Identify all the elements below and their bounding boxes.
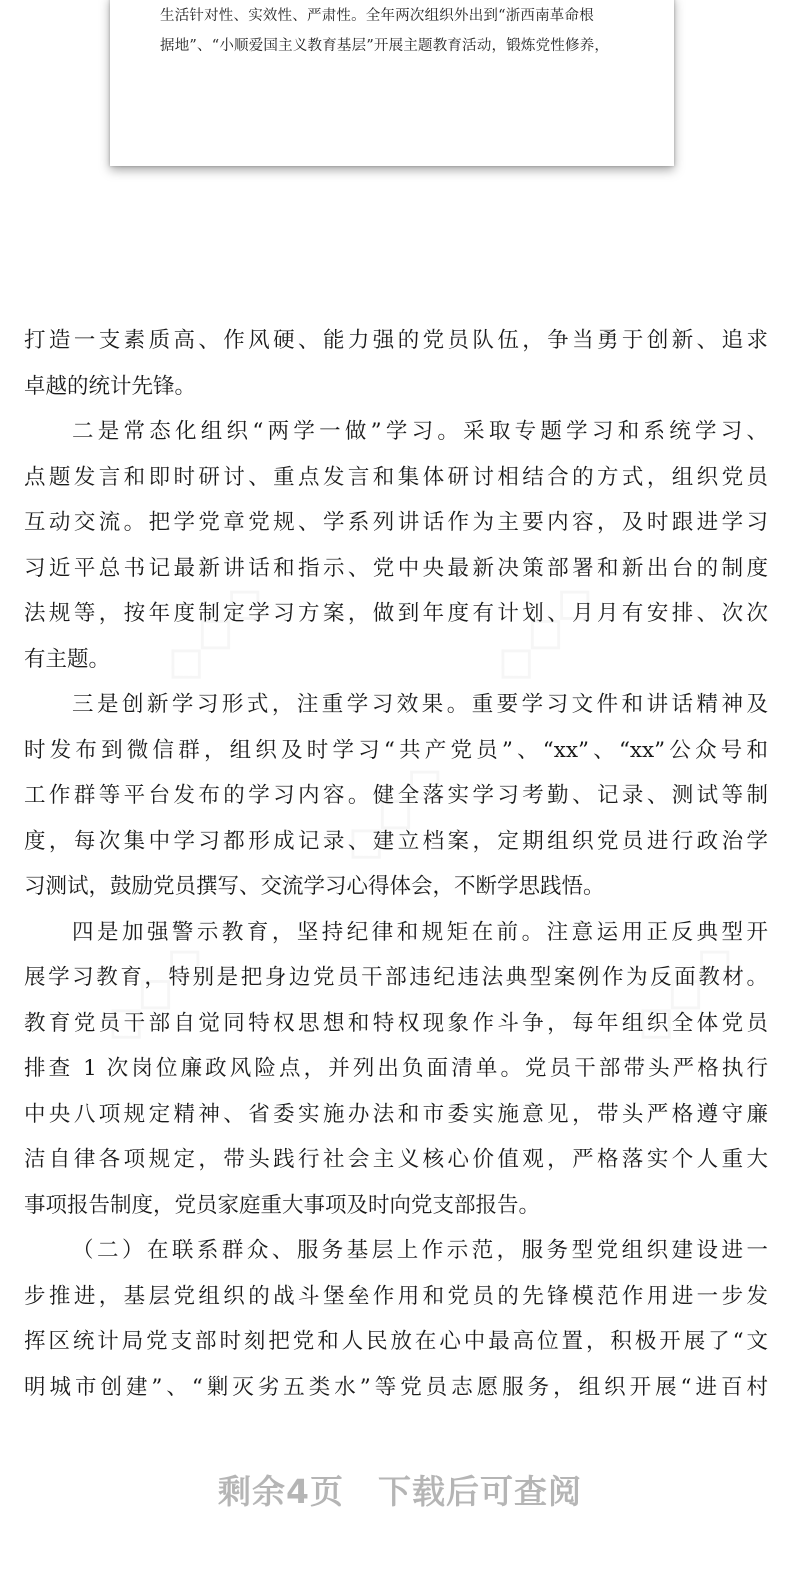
body-line: （二）在联系群众、服务基层上作示范，服务型党组织建设进一 bbox=[72, 1238, 768, 1263]
body-line: 四是加强警示教育，坚持纪律和规矩在前。注意运用正反典型开 bbox=[72, 919, 768, 945]
body-line: 工作群等平台发布的学习内容。健全落实学习考勤、记录、测试等制 bbox=[24, 783, 768, 808]
body-line: 教育党员干部自觉同特权思想和特权现象作斗争，每年组织全体党员 bbox=[24, 1010, 768, 1036]
watermark: ◇◇◇ bbox=[615, 925, 749, 1058]
body-line: 挥区统计局党支部时刻把党和人民放在心中最高位置，积极开展了“文 bbox=[24, 1329, 768, 1354]
body-line: 度，每次集中学习都形成记录、建立档案，定期组织党员进行政治学 bbox=[24, 828, 768, 854]
body-line: 三是创新学习形式，注重学习效果。重要学习文件和讲话精神及 bbox=[72, 692, 768, 717]
body-line: 中央八项规定精神、省委实施办法和市委实施意见，带头严格遵守廉 bbox=[24, 1101, 768, 1127]
body-line: 步推进，基层党组织的战斗堡垒作用和党员的先锋模范作用进一步发 bbox=[24, 1283, 768, 1309]
body-line: 习近平总书记最新讲话和指示、党中央最新决策部署和新出台的制度 bbox=[24, 555, 768, 581]
body-line: 习测试，鼓励党员撰写、交流学习心得体会，不断学思践悟。 bbox=[24, 874, 605, 899]
preview-line: 据地”、“小顺爱国主义教育基层”开展主题教育活动，锻炼党性修养， bbox=[160, 38, 610, 54]
previous-page-preview bbox=[110, 0, 674, 166]
watermark: ◇◇◇ bbox=[325, 745, 459, 878]
body-line: 排查 1 次岗位廉政风险点，并列出负面清单。党员干部带头严格执行 bbox=[24, 1056, 768, 1081]
watermark: ◇◇◇ bbox=[475, 565, 609, 698]
watermark: ◇◇◇ bbox=[145, 565, 279, 698]
document-body bbox=[24, 318, 768, 1410]
preview-line: 生活针对性、实效性、严肃性。全年两次组织外出到“浙西南革命根 bbox=[160, 8, 594, 24]
body-line: 点题发言和即时研讨、重点发言和集体研讨相结合的方式，组织党员 bbox=[24, 464, 768, 490]
body-line: 事项报告制度，党员家庭重大事项及时向党支部报告。 bbox=[24, 1192, 541, 1218]
watermark: ◇◇◇ bbox=[85, 925, 219, 1058]
body-line: 法规等，按年度制定学习方案，做到年度有计划、月月有安排、次次 bbox=[24, 601, 768, 626]
body-line: 时发布到微信群，组织及时学习“共产党员”、“xx”、“xx”公众号和 bbox=[24, 737, 768, 763]
body-line: 互动交流。把学党章党规、学系列讲话作为主要内容，及时跟进学习 bbox=[24, 510, 768, 535]
body-line: 卓越的统计先锋。 bbox=[24, 373, 197, 399]
download-prompt-button[interactable] bbox=[0, 1466, 800, 1513]
body-line: 明城市创建”、“剿灭劣五类水”等党员志愿服务，组织开展“进百村 bbox=[24, 1374, 768, 1400]
body-line: 打造一支素质高、作风硬、能力强的党员队伍，争当勇于创新、追求 bbox=[24, 328, 768, 353]
remaining-pages-text: 剩余4页 bbox=[218, 1472, 344, 1511]
body-line: 洁自律各项规定，带头践行社会主义核心价值观，严格落实个人重大 bbox=[24, 1147, 768, 1172]
body-line: 二是常态化组织“两学一做”学习。采取专题学习和系统学习、 bbox=[72, 419, 768, 444]
body-line: 展学习教育，特别是把身边党员干部违纪违法典型案例作为反面教材。 bbox=[24, 965, 768, 990]
download-to-view-text: 下载后可查阅 bbox=[377, 1472, 582, 1511]
body-line: 有主题。 bbox=[24, 646, 111, 672]
